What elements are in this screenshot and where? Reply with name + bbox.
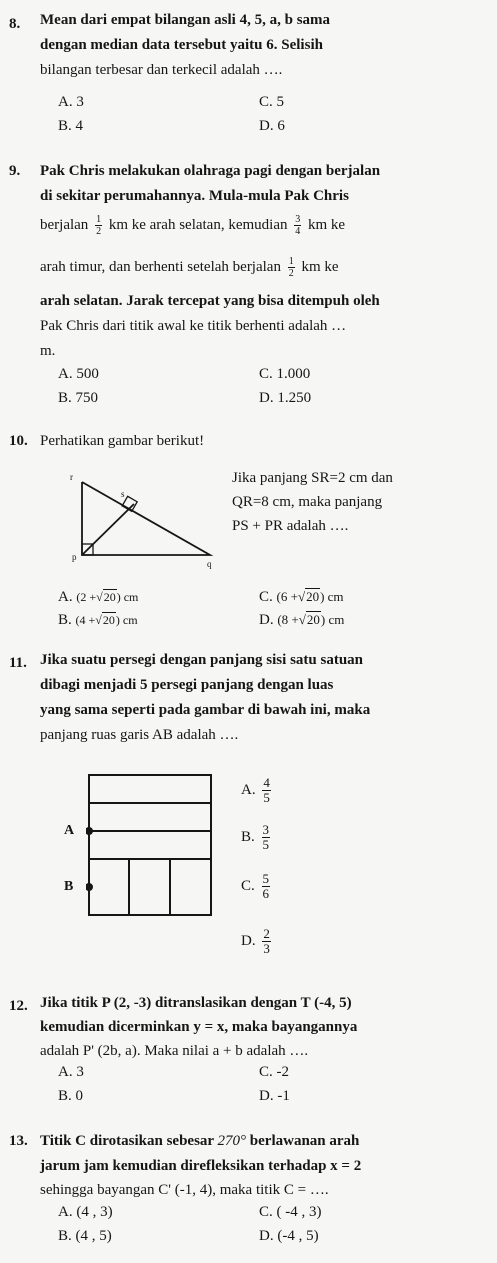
option-a: A. 3 — [58, 1064, 84, 1080]
question-line: jarum jam kemudian direfleksikan terhadap x = 2 — [40, 1158, 362, 1174]
question-line: Perhatikan gambar berikut! — [40, 433, 205, 449]
fraction: $\frac{1}{2}$ — [96, 214, 102, 237]
option-a: A. 3 — [58, 94, 84, 110]
divided-square-figure — [86, 772, 216, 922]
option-b: B. (4 +√20) cm — [58, 612, 138, 628]
question-line: Mean dari empat bilangan asli 4, 5, a, b sama — [40, 12, 331, 28]
question-line: yang sama seperti pada gambar di bawah ini, maka — [40, 702, 371, 718]
option-b: B. 4 — [58, 118, 84, 134]
option-c: C. (6 +√20) cm — [259, 589, 344, 605]
question-line: kemudian dicerminkan y = x, maka bayangannya — [40, 1019, 358, 1035]
question-text — [40, 648, 370, 748]
question-text — [232, 466, 393, 538]
option-d: D. (-4 , 5) — [259, 1228, 319, 1244]
question-text — [40, 8, 330, 83]
question-number: 9. — [9, 163, 21, 179]
option-d: D. (8 +√20) cm — [259, 612, 345, 628]
question-line: arah timur, dan berhenti setelah berjalan $\frac{1}{2}$ km ke — [40, 256, 339, 279]
question-line: dibagi menjadi 5 persegi panjang dengan luas — [40, 677, 334, 693]
figure-label-left: p — [72, 552, 77, 562]
fraction: $\frac{1}{2}$ — [288, 256, 294, 279]
option-c: C. -2 — [259, 1064, 289, 1080]
figure-label-mid: s — [121, 489, 125, 499]
figure-label-right: q — [207, 559, 212, 569]
question-line: Pak Chris dari titik awal ke titik berhenti adalah … — [40, 318, 347, 334]
option-a: A. (4 , 3) — [58, 1204, 113, 1220]
option-a: A. $\frac{4}{5}$ — [241, 775, 270, 805]
fraction: $\frac{3}{5}$ — [262, 822, 270, 852]
option-c: C. ( -4 , 3) — [259, 1204, 322, 1220]
question-line: m. — [40, 343, 56, 359]
option-c: C. $\frac{5}{6}$ — [241, 871, 270, 901]
question-line: Jika panjang SR=2 cm dan — [232, 470, 393, 486]
question-line: panjang ruas garis AB adalah …. — [40, 727, 239, 743]
question-number: 8. — [9, 16, 21, 32]
question-text — [40, 991, 357, 1063]
question-number: 11. — [9, 655, 27, 671]
option-b: B. 0 — [58, 1088, 84, 1104]
question-line: berjalan $\frac{1}{2}$ km ke arah selatan, kemudian $\frac{3}{4}$ km ke — [40, 214, 346, 237]
question-line: bilangan terbesar dan terkecil adalah …. — [40, 62, 283, 78]
option-a: A. (2 +√20) cm — [58, 589, 139, 605]
fraction: $\frac{4}{5}$ — [263, 775, 270, 805]
option-c: C. 1.000 — [259, 366, 311, 382]
angle-value: 270° — [217, 1133, 247, 1149]
option-d: D. $\frac{2}{3}$ — [241, 926, 270, 956]
question-line: Jika suatu persegi dengan panjang sisi satu satuan — [40, 652, 364, 668]
option-d: D. 1.250 — [259, 390, 312, 406]
question-number: 13. — [9, 1133, 28, 1149]
option-b: B. $\frac{3}{5}$ — [241, 822, 270, 852]
question-line: PS + PR adalah …. — [232, 518, 349, 534]
point-a-label: A — [64, 823, 75, 838]
fraction: $\frac{2}{3}$ — [263, 926, 270, 956]
question-line: sehingga bayangan C' (-1, 4), maka titik C = …. — [40, 1182, 329, 1198]
question-line: Pak Chris melakukan olahraga pagi dengan berjalan — [40, 163, 381, 179]
question-line: QR=8 cm, maka panjang — [232, 494, 383, 510]
fraction: $\frac{5}{6}$ — [262, 871, 270, 901]
question-line: Titik C dirotasikan sebesar 270° berlawanan arah — [40, 1133, 360, 1149]
question-number: 12. — [9, 998, 28, 1014]
question-line: Jika titik P (2, -3) ditranslasikan dengan T (-4, 5) — [40, 995, 352, 1011]
question-line: di sekitar perumahannya. Mula-mula Pak Chris — [40, 188, 349, 204]
question-number: 10. — [9, 433, 28, 449]
option-d: D. -1 — [259, 1088, 290, 1104]
question-line: dengan median data tersebut yaitu 6. Selisih — [40, 37, 323, 53]
option-d: D. 6 — [259, 118, 285, 134]
fraction: $\frac{3}{4}$ — [295, 214, 301, 237]
option-b: B. (4 , 5) — [58, 1228, 112, 1244]
option-a: A. 500 — [58, 366, 99, 382]
question-line: arah selatan. Jarak tercepat yang bisa ditempuh oleh — [40, 293, 380, 309]
point-b-label: B — [64, 879, 74, 894]
option-c: C. 5 — [259, 94, 285, 110]
option-b: B. 750 — [58, 390, 99, 406]
figure-label-top: r — [70, 472, 73, 482]
question-line: adalah P' (2b, a). Maka nilai a + b adalah …. — [40, 1043, 309, 1059]
